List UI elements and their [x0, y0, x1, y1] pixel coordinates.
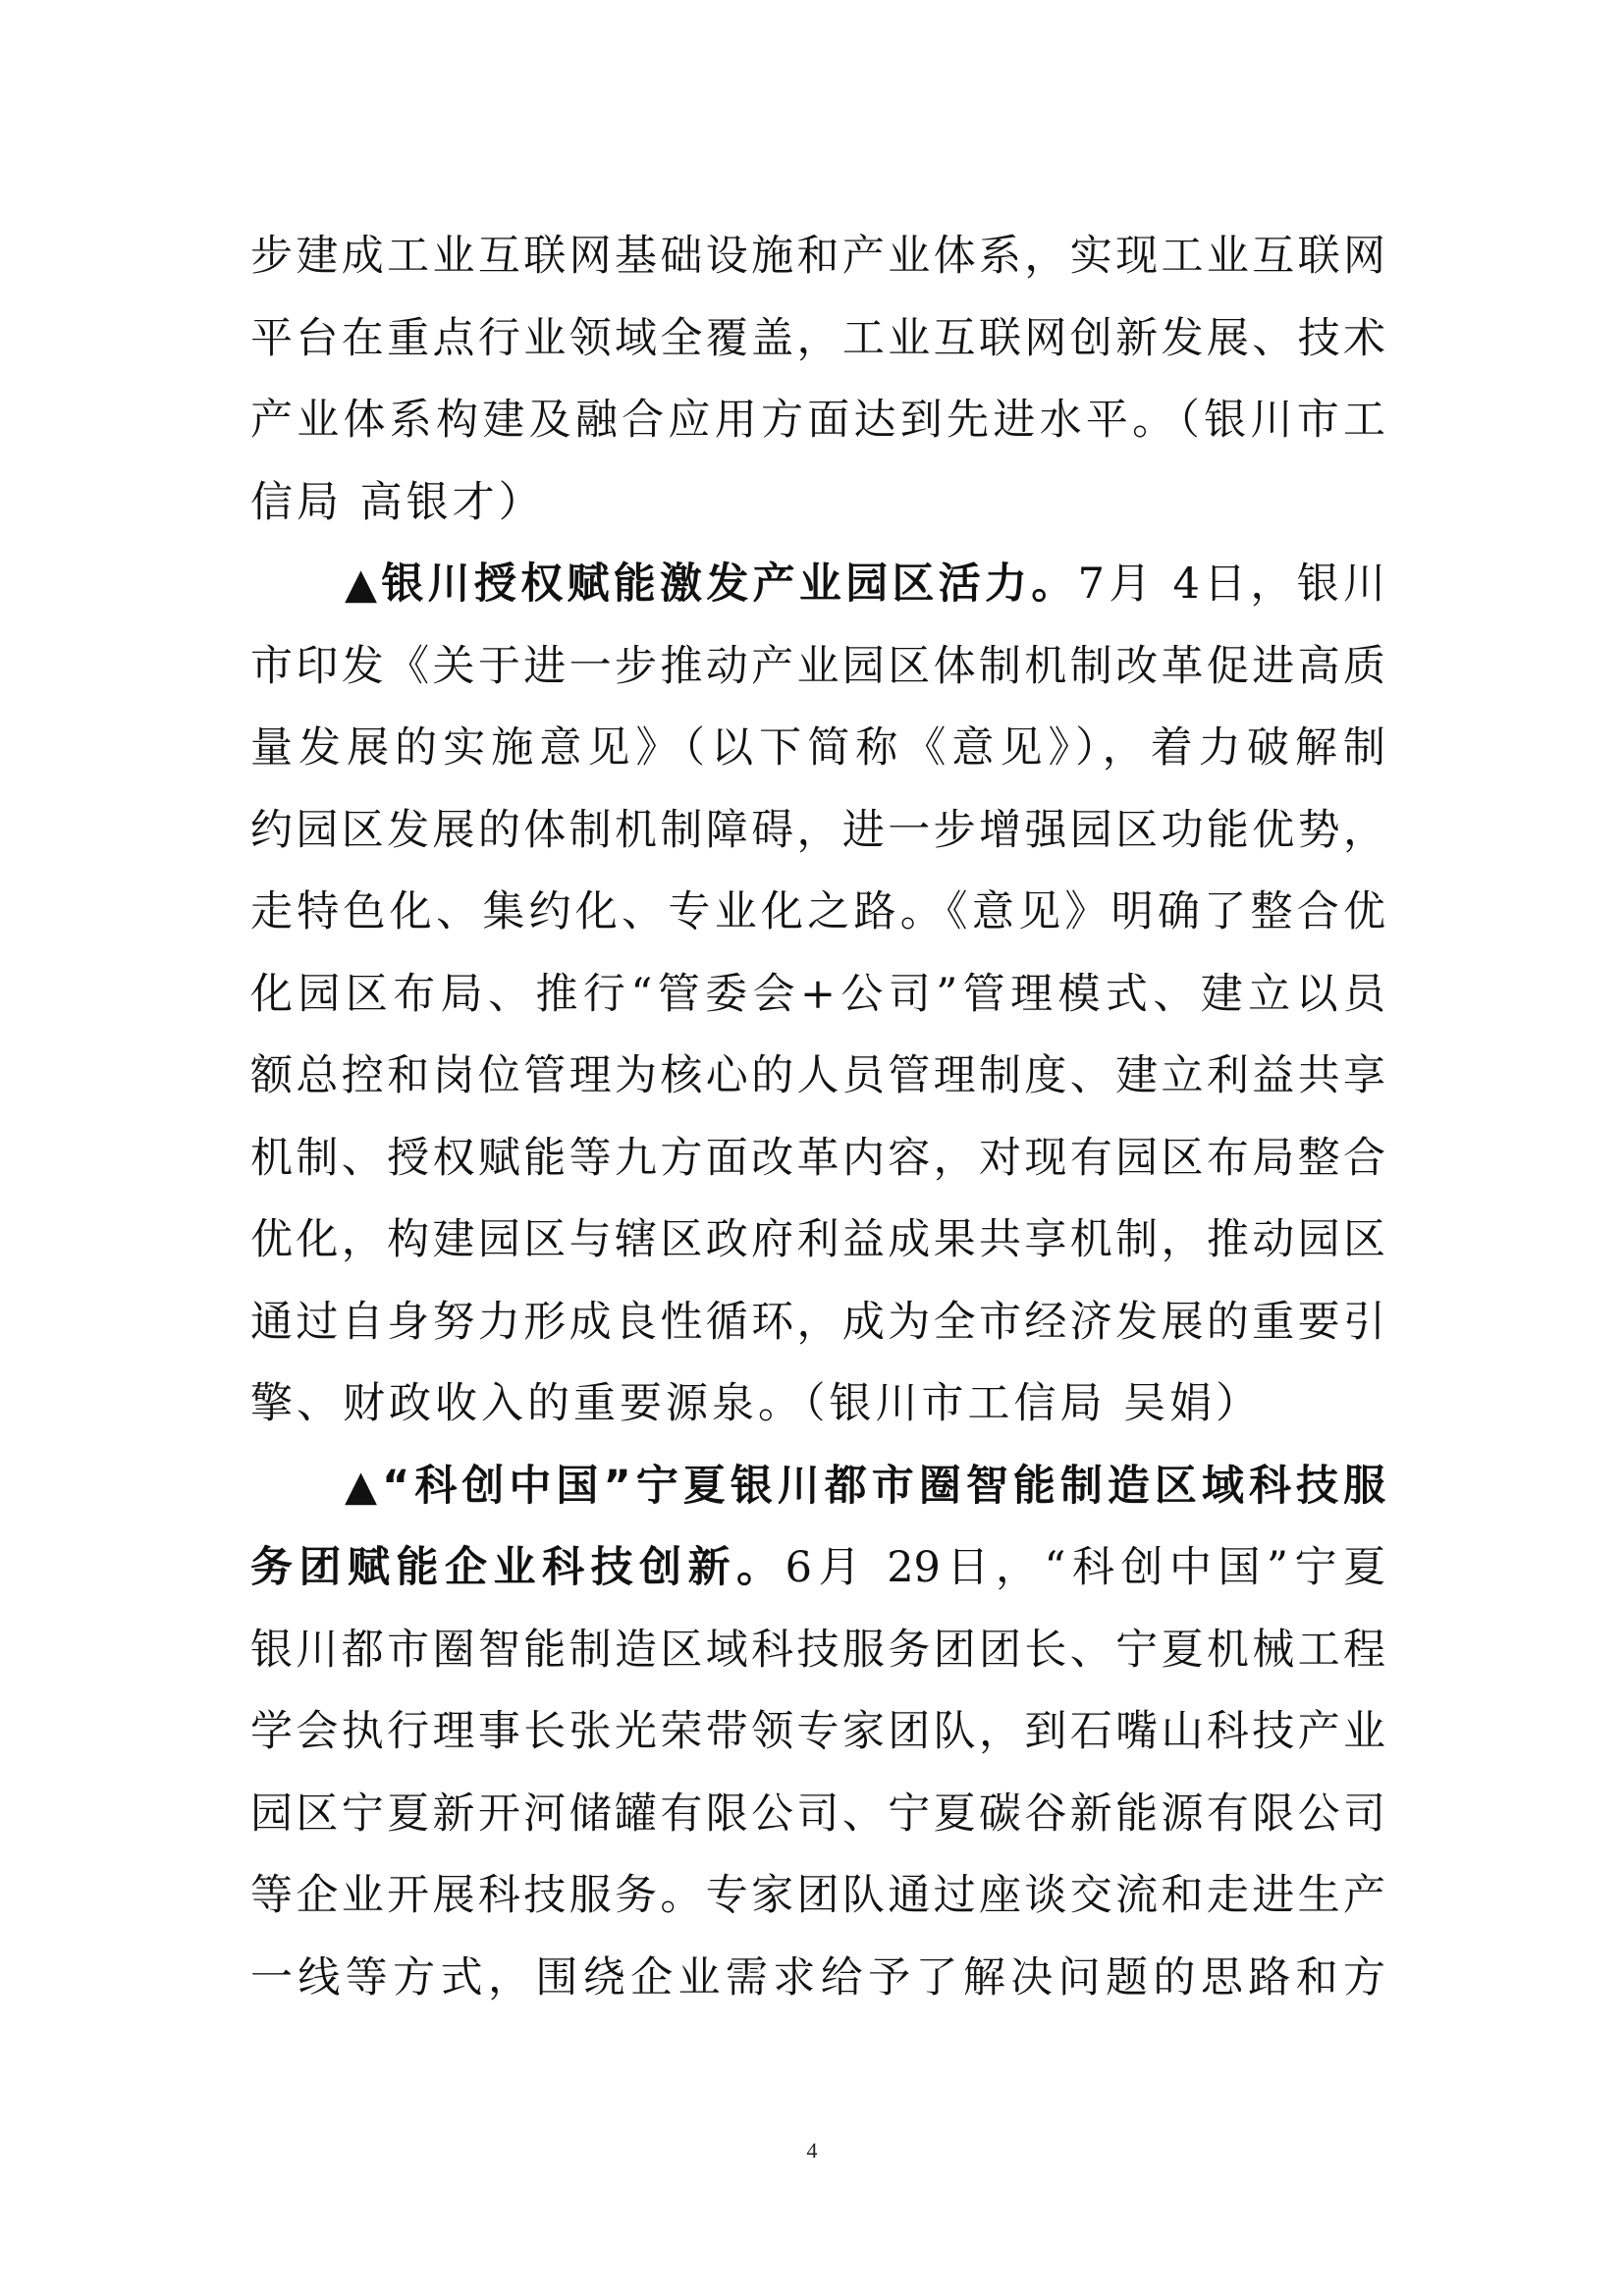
text-fragment: 7月 4日，银川: [1077, 560, 1385, 609]
text-line: 一线等方式，围绕企业需求给予了解决问题的思路和方: [250, 1952, 1385, 2002]
text-line: 产业体系构建及融合应用方面达到先进水平。（银川市工: [250, 396, 1385, 445]
paragraph-heading: ▲“科创中国”宁夏银川都市圈智能制造区域科技服: [345, 1461, 1385, 1511]
text-line: 优化，构建园区与辖区政府利益成果共享机制，推动园区: [250, 1215, 1385, 1264]
text-line-attribution: 擎、财政收入的重要源泉。（银川市工信局 吴娟）: [250, 1379, 1263, 1428]
paragraph-industrial-park: [250, 544, 1385, 1446]
text-line: 走特色化、集约化、专业化之路。《意见》明确了整合优: [250, 887, 1385, 936]
paragraph-heading-line: [250, 1527, 1385, 1610]
text-line: 等企业开展科技服务。专家团队通过座谈交流和走进生产: [250, 1871, 1385, 1920]
text-line: 银川都市圈智能制造区域科技服务团团长、宁夏机械工程: [250, 1625, 1385, 1675]
text-line: 通过自身努力形成良性循环，成为全市经济发展的重要引: [250, 1297, 1385, 1347]
page-number: 4: [806, 2138, 818, 2163]
text-fragment: 6月 29日，“科创中国”宁夏: [785, 1543, 1386, 1592]
text-line: 化园区布局、推行“管委会+公司”管理模式、建立以员: [250, 969, 1385, 1019]
paragraph-tech-service-team: [250, 1446, 1385, 2020]
text-line: 步建成工业互联网基础设施和产业体系，实现工业互联网: [250, 232, 1385, 281]
text-line: 约园区发展的体制机制障碍，进一步增强园区功能优势，: [250, 805, 1385, 855]
text-line: 园区宁夏新开河储罐有限公司、宁夏碳谷新能源有限公司: [250, 1789, 1385, 1839]
text-line-attribution: 信局 高银才）: [250, 477, 545, 527]
text-line: 市印发《关于进一步推动产业园区体制机制改革促进高质: [250, 641, 1385, 691]
paragraph-industrial-internet: [250, 216, 1385, 544]
text-line: 额总控和岗位管理为核心的人员管理制度、建立利益共享: [250, 1051, 1385, 1100]
text-line: 学会执行理事长张光荣带领专家团队，到石嘴山科技产业: [250, 1707, 1385, 1756]
paragraph-heading: ▲银川授权赋能激发产业园区活力。: [345, 560, 1078, 609]
text-line: 量发展的实施意见》（以下简称《意见》），着力破解制: [250, 723, 1385, 773]
text-line: 机制、授权赋能等九方面改革内容，对现有园区布局整合: [250, 1133, 1385, 1183]
document-body: [250, 216, 1385, 2019]
paragraph-heading-continued: 务团赋能企业科技创新。: [250, 1543, 785, 1592]
text-line: 平台在重点行业领域全覆盖，工业互联网创新发展、技术: [250, 313, 1385, 363]
paragraph-heading-line: [250, 544, 1385, 626]
